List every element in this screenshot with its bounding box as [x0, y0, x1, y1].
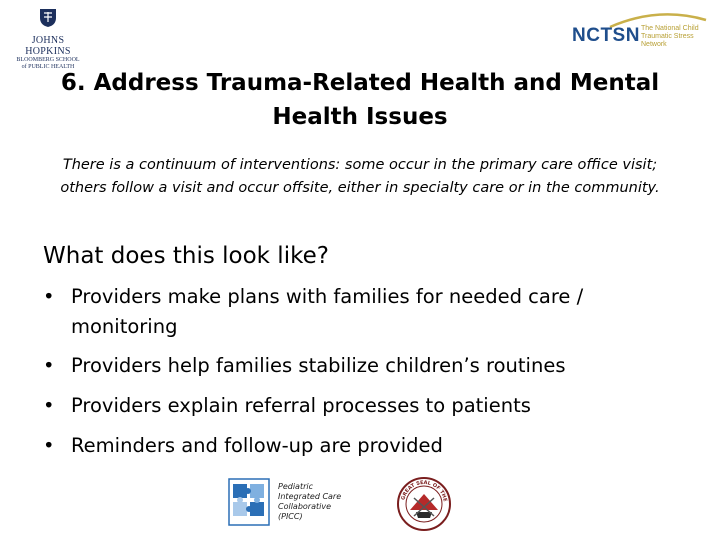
bullet-item: [43, 282, 683, 342]
nctsn-tagline: [641, 25, 713, 49]
shield-icon: [39, 8, 57, 28]
great-seal-logo: [396, 476, 452, 532]
bullet-text: Providers explain referral processes to patients: [71, 394, 531, 417]
bullet-marker: •: [43, 434, 55, 457]
intro-paragraph: There is a continuum of interventions: some occur in the primary care office visit; others follow a visit and occur offsite, either in specialty care or in the community.: [60, 157, 660, 196]
seal-text: GREAT SEAL OF THE: [400, 479, 448, 503]
nctsn-tagline-line: The National Child: [641, 25, 699, 32]
bullet-text: Reminders and follow-up are provided: [71, 434, 443, 457]
section-heading: What does this look like?: [43, 243, 329, 269]
nctsn-logo: [568, 12, 713, 56]
picc-caption-line: (PICC): [278, 512, 303, 521]
jhu-school: BLOOMBERG SCHOOL: [16, 57, 80, 63]
picc-caption-line: Collaborative: [278, 502, 332, 511]
nctsn-tagline-line: Traumatic Stress Network: [641, 33, 694, 48]
johns-hopkins-logo: [8, 8, 88, 71]
bullet-item: [43, 431, 683, 461]
bullet-marker: •: [43, 354, 55, 377]
picc-caption-line: Pediatric: [278, 482, 313, 491]
picc-puzzle-icon: [228, 478, 270, 526]
picc-caption: [278, 482, 368, 522]
bullet-marker: •: [43, 394, 55, 417]
jhu-school-sub: of PUBLIC HEALTH: [21, 64, 75, 70]
slide-title: 6. Address Trauma-Related Health and Mental Health Issues: [60, 70, 660, 130]
bullet-item: [43, 391, 683, 421]
picc-caption-line: Integrated Care: [278, 492, 342, 501]
bullet-text: Providers make plans with families for needed care / monitoring: [71, 285, 584, 338]
bullet-marker: •: [43, 285, 55, 308]
bullet-text: Providers help families stabilize children’s routines: [71, 354, 566, 377]
jhu-name: JOHNS HOPKINS: [25, 35, 71, 57]
bullet-item: [43, 351, 683, 381]
bullet-list: [43, 282, 683, 471]
nctsn-acronym: NCTSN: [572, 25, 640, 46]
